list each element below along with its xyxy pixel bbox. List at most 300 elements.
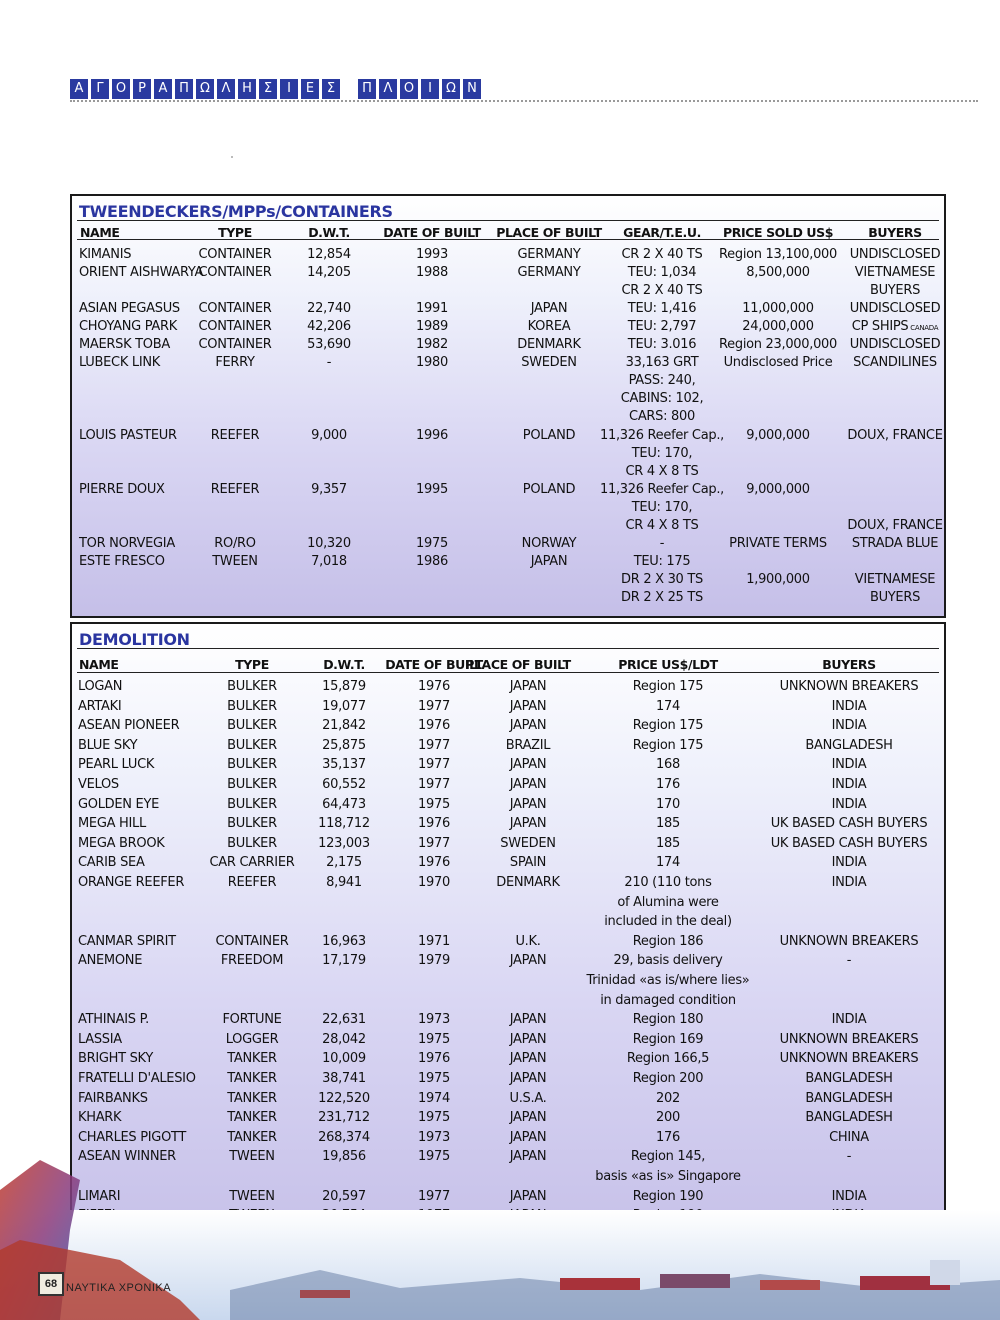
gear-teu: TEU: 170, — [631, 500, 693, 516]
built-year: 1991 — [416, 301, 448, 316]
ship-name: CARIB SEA — [78, 855, 145, 871]
price-ldt: Region 166,5 — [626, 1051, 710, 1067]
buyer: STRADA BLUE — [851, 536, 939, 551]
price-ldt: 202 — [656, 1090, 680, 1106]
ship-dwt: 19,077 — [322, 698, 366, 714]
ship-dwt: 19,856 — [322, 1149, 366, 1165]
ship-dwt: 10,320 — [307, 536, 351, 551]
built-place: JAPAN — [509, 1110, 547, 1126]
gear-teu: CR 4 X 8 TS — [625, 464, 699, 480]
price-ldt: 200 — [656, 1110, 680, 1126]
ship-type: CONTAINER — [198, 247, 272, 262]
ship-type: CAR CARRIER — [209, 855, 295, 871]
ship-type: TWEEN — [229, 1188, 275, 1204]
built-year: 1977 — [418, 757, 450, 773]
ship-name: ASIAN PEGASUS — [79, 301, 180, 316]
ship-name: CANMAR SPIRIT — [78, 933, 176, 949]
ship-name: ATHINAIS P. — [78, 1012, 149, 1028]
buyer: INDIA — [831, 698, 867, 714]
column-header: PLACE OF BUILT — [496, 225, 602, 240]
column-header: DATE OF BUILT — [385, 657, 483, 672]
column-header: NAME — [80, 225, 120, 240]
column-header: PLACE OF BUILT — [465, 657, 571, 672]
built-year: 1977 — [418, 777, 450, 792]
buyer: INDIA — [831, 796, 867, 812]
ship-dwt: 21,842 — [322, 718, 366, 734]
gear-teu: 11,326 Reefer Cap., — [600, 482, 724, 497]
ship-type: TANKER — [227, 1110, 277, 1126]
ship-name: ESTE FRESCO — [79, 554, 165, 569]
built-place: JAPAN — [509, 718, 547, 734]
ship-type: LOGGER — [225, 1031, 279, 1047]
buyer: BANGLADESH — [805, 1071, 893, 1086]
built-year: 1979 — [418, 953, 450, 969]
built-place: JAPAN — [530, 301, 568, 316]
gear-teu: TEU: 1,034 — [627, 265, 697, 280]
ship-name: MEGA BROOK — [78, 835, 165, 851]
buyer: UNDISCLOSED — [849, 301, 941, 316]
price-sold: Undisclosed Price — [723, 355, 833, 370]
price-ldt: 176 — [656, 777, 680, 792]
tweendeckers-title: TWEENDECKERS/MPPs/CONTAINERS — [79, 202, 393, 221]
gear-teu: TEU: 2,797 — [627, 319, 697, 334]
buyer: UNKNOWN BREAKERS — [779, 1051, 919, 1067]
ship-type: BULKER — [227, 698, 277, 714]
buyer: VIETNAMESE — [854, 265, 936, 280]
column-header: GEAR/T.E.U. — [623, 225, 701, 240]
buyer: VIETNAMESE — [854, 572, 936, 588]
page-number: 68 — [38, 1272, 64, 1296]
built-place: POLAND — [522, 482, 576, 497]
ship-type: TANKER — [227, 1071, 277, 1086]
column-header: TYPE — [218, 225, 252, 240]
price-sold: Region 13,100,000 — [719, 247, 837, 262]
built-place: SWEDEN — [500, 835, 556, 851]
ship-name: PEARL LUCK — [78, 757, 155, 773]
gear-teu: CR 4 X 8 TS — [625, 518, 699, 534]
built-place: BRAZIL — [505, 737, 551, 753]
ship-type: FERRY — [215, 355, 255, 370]
ship-type: BULKER — [227, 777, 277, 792]
ship-type: FORTUNE — [222, 1012, 282, 1028]
ship-dwt: 60,552 — [322, 777, 366, 792]
price-sold: 11,000,000 — [742, 301, 814, 316]
built-year: 1973 — [418, 1012, 450, 1028]
price-ldt: Region 175 — [632, 679, 704, 694]
buyer: CHINA — [829, 1129, 869, 1145]
ship-dwt: 122,520 — [318, 1090, 370, 1106]
buyer: UNKNOWN BREAKERS — [779, 933, 919, 949]
ship-type: CONTAINER — [215, 933, 289, 949]
ship-dwt: 22,740 — [307, 301, 351, 316]
built-year: 1971 — [418, 933, 450, 949]
built-place: SWEDEN — [521, 355, 577, 370]
ship-dwt: 35,137 — [322, 757, 366, 773]
ship-name: CHARLES PIGOTT — [78, 1129, 187, 1145]
buyer: INDIA — [831, 875, 867, 890]
price-ldt: 174 — [656, 698, 680, 714]
buyer: INDIA — [831, 718, 867, 734]
column-header: D.W.T. — [323, 657, 365, 672]
price-ldt: basis «as is» Singapore — [595, 1169, 741, 1184]
buyer: UNKNOWN BREAKERS — [779, 1031, 919, 1047]
ship-name: LASSIA — [78, 1031, 122, 1047]
built-place: JAPAN — [509, 757, 547, 773]
ship-dwt: 14,205 — [307, 265, 351, 280]
price-ldt: 170 — [656, 796, 680, 812]
column-header: BUYERS — [822, 657, 876, 672]
price-ldt: 176 — [656, 1129, 680, 1145]
column-header: TYPE — [235, 657, 269, 672]
tweendeckers-panel — [70, 194, 946, 618]
header-letter: Λ — [217, 79, 235, 99]
buyer: - — [846, 953, 852, 969]
ship-type: CONTAINER — [198, 301, 272, 316]
header-letter: Ω — [196, 79, 214, 99]
demolition-title: DEMOLITION — [79, 630, 190, 649]
price-ldt: Region 190 — [632, 1188, 704, 1204]
price-ldt: 168 — [656, 757, 680, 773]
built-year: 1980 — [416, 355, 448, 370]
header-letter: Α — [70, 79, 88, 99]
header-letter: Π — [358, 79, 376, 99]
ship-name: MEGA HILL — [78, 816, 146, 832]
header-letter: Ο — [112, 79, 130, 99]
built-place: U.K. — [515, 933, 541, 949]
column-header: BUYERS — [868, 225, 922, 240]
gear-teu: CABINS: 102, — [620, 391, 704, 407]
ship-dwt: 12,854 — [307, 247, 351, 262]
ship-name: LUBECK LINK — [79, 355, 161, 370]
gear-teu: CR 2 X 40 TS — [621, 247, 703, 262]
ship-type: TWEEN — [229, 1149, 275, 1165]
ship-name: BRIGHT SKY — [78, 1051, 153, 1067]
buyer: UNDISCLOSED — [849, 337, 941, 352]
ship-type: TANKER — [227, 1090, 277, 1106]
built-place: JAPAN — [509, 953, 547, 969]
ship-name: CHOYANG PARK — [79, 319, 177, 334]
ship-name: VELOS — [78, 777, 119, 792]
built-place: JAPAN — [509, 796, 547, 812]
ship-name: ORIENT AISHWARYA — [79, 265, 204, 280]
built-place: JAPAN — [509, 679, 547, 694]
price-ldt: Region 180 — [632, 1012, 704, 1028]
built-year: 1995 — [416, 482, 448, 497]
price-ldt: Trinidad «as is/where lies» — [586, 973, 750, 988]
gear-teu: CARS: 800 — [629, 409, 695, 425]
built-year: 1977 — [418, 698, 450, 714]
header-divider — [77, 672, 939, 673]
price-ldt: Region 200 — [632, 1071, 704, 1086]
ship-type: TWEEN — [212, 554, 258, 569]
built-year: 1976 — [418, 718, 450, 734]
ship-name: PIERRE DOUX — [79, 482, 165, 497]
built-year: 1975 — [418, 796, 450, 812]
price-sold: Region 23,000,000 — [719, 337, 837, 352]
magazine-name: ΝΑΥΤΙΚΑ ΧΡΟΝΙΚΑ — [66, 1282, 172, 1294]
header-letter: Λ — [379, 79, 397, 99]
price-sold: 24,000,000 — [742, 319, 814, 334]
ship-dwt: 53,690 — [307, 337, 351, 352]
price-ldt: included in the deal) — [604, 914, 732, 930]
ship-dwt: 20,597 — [322, 1188, 366, 1204]
header-letter: Ρ — [133, 79, 151, 99]
ship-type: BULKER — [227, 737, 277, 753]
buyer: INDIA — [831, 855, 867, 871]
built-year: 1988 — [416, 265, 448, 280]
price-ldt: 29, basis delivery — [613, 953, 723, 969]
ship-dwt: 22,631 — [322, 1012, 366, 1028]
title-divider — [77, 220, 939, 221]
ship-dwt: 123,003 — [318, 835, 370, 851]
built-year: 1974 — [418, 1090, 450, 1106]
ship-name: LIMARI — [78, 1188, 121, 1204]
buyer: BUYERS — [869, 283, 921, 299]
gear-teu: - — [659, 536, 665, 551]
ship-name: ANEMONE — [78, 953, 143, 969]
price-sold: PRIVATE TERMS — [729, 536, 827, 551]
buyer: UNKNOWN BREAKERS — [779, 679, 919, 694]
built-place: GERMANY — [517, 247, 581, 262]
built-place: JAPAN — [509, 1012, 547, 1028]
buyer: BUYERS — [869, 590, 921, 606]
ship-dwt: 118,712 — [318, 816, 370, 832]
ship-type: BULKER — [227, 796, 277, 812]
built-place: JAPAN — [509, 1071, 547, 1086]
ship-type: BULKER — [227, 816, 277, 832]
built-year: 1982 — [416, 337, 448, 352]
ship-name: KIMANIS — [79, 247, 132, 262]
buyer: INDIA — [831, 757, 867, 773]
ship-type: REEFER — [227, 875, 277, 890]
header-letter: Ε — [301, 79, 319, 99]
built-place: JAPAN — [509, 698, 547, 714]
gear-teu: 33,163 GRT — [625, 355, 699, 370]
ship-dwt: 15,879 — [322, 679, 366, 694]
price-ldt: of Alumina were — [617, 894, 719, 910]
ship-type: BULKER — [227, 718, 277, 734]
built-place: NORWAY — [521, 536, 577, 551]
ship-dwt: - — [326, 355, 332, 370]
column-header: DATE OF BUILT — [383, 225, 481, 240]
built-year: 1975 — [418, 1071, 450, 1086]
ship-name: ORANGE REEFER — [78, 875, 185, 890]
gear-teu: DR 2 X 30 TS — [621, 572, 703, 588]
header-letter: Σ — [322, 79, 340, 99]
header-letter: Ν — [463, 79, 481, 99]
built-place: POLAND — [522, 428, 576, 443]
built-year: 1973 — [418, 1129, 450, 1145]
ship-type: FREEDOM — [220, 953, 284, 969]
harbor-illustration — [0, 1150, 1000, 1320]
built-year: 1986 — [416, 554, 448, 569]
header-gap — [343, 79, 355, 99]
buyer: UK BASED CASH BUYERS — [770, 816, 928, 832]
header-letter: Γ — [91, 79, 109, 99]
built-place: JAPAN — [509, 1188, 547, 1204]
built-place: GERMANY — [517, 265, 581, 280]
ship-type: REEFER — [210, 428, 260, 443]
price-ldt: 174 — [656, 855, 680, 871]
column-header: NAME — [79, 657, 119, 672]
buyer: BANGLADESH — [805, 1090, 893, 1106]
ship-name: ARTAKI — [78, 698, 122, 714]
column-header: D.W.T. — [308, 225, 350, 240]
gear-teu: TEU: 175 — [633, 554, 691, 569]
gear-teu: TEU: 170, — [631, 446, 693, 462]
gear-teu: CR 2 X 40 TS — [621, 283, 703, 299]
buyer-country: CANADA — [908, 324, 939, 332]
ship-name: ASEAN PIONEER — [78, 718, 180, 734]
price-ldt: Region 175 — [632, 718, 704, 734]
built-place: U.S.A. — [509, 1090, 547, 1106]
built-place: SPAIN — [509, 855, 547, 871]
ship-type: BULKER — [227, 757, 277, 773]
price-ldt: Region 169 — [632, 1031, 704, 1047]
header-letter: Ο — [400, 79, 418, 99]
ship-type: CONTAINER — [198, 319, 272, 334]
price-ldt: Region 145, — [630, 1149, 706, 1165]
price-sold: 1,900,000 — [746, 572, 810, 588]
ship-dwt: 28,042 — [322, 1031, 366, 1047]
ship-type: CONTAINER — [198, 265, 272, 280]
built-year: 1970 — [418, 875, 450, 890]
header-letter: Σ — [259, 79, 277, 99]
gear-teu: TEU: 3.016 — [627, 337, 697, 352]
built-place: DENMARK — [517, 337, 581, 352]
ship-dwt: 7,018 — [311, 554, 347, 569]
section-header — [70, 79, 481, 99]
ship-name: LOUIS PASTEUR — [79, 428, 177, 443]
gear-teu: DR 2 X 25 TS — [621, 590, 703, 606]
ship-type: TANKER — [227, 1051, 277, 1067]
header-letter: Ι — [421, 79, 439, 99]
built-year: 1975 — [418, 1031, 450, 1047]
price-sold: 9,000,000 — [746, 482, 810, 497]
built-year: 1976 — [418, 855, 450, 871]
ship-dwt: 25,875 — [322, 737, 366, 753]
buyer: UK BASED CASH BUYERS — [770, 835, 928, 851]
column-header: PRICE US$/LDT — [618, 657, 718, 672]
ship-type: BULKER — [227, 679, 277, 694]
built-year: 1976 — [418, 1051, 450, 1067]
ship-name: FRATELLI D'ALESIO — [78, 1071, 196, 1086]
buyer: - — [846, 1149, 852, 1165]
harbor-image — [0, 1150, 1000, 1320]
ship-dwt: 16,963 — [322, 933, 366, 949]
price-sold: 9,000,000 — [746, 428, 810, 443]
gear-teu: 11,326 Reefer Cap., — [600, 428, 724, 443]
built-place: JAPAN — [509, 777, 547, 792]
header-letter: Η — [238, 79, 256, 99]
ship-name: LOGAN — [78, 679, 123, 694]
header-letter: Α — [154, 79, 172, 99]
price-ldt: Region 186 — [632, 933, 704, 949]
header-letter: Ω — [442, 79, 460, 99]
ship-name: TOR NORVEGIA — [79, 536, 175, 551]
price-ldt: 185 — [656, 816, 680, 832]
built-year: 1993 — [416, 247, 448, 262]
built-place: JAPAN — [509, 1031, 547, 1047]
built-place: JAPAN — [509, 816, 547, 832]
ship-name: BLUE SKY — [78, 737, 138, 753]
built-year: 1976 — [418, 816, 450, 832]
ship-name: KHARK — [78, 1110, 122, 1126]
ship-dwt: 64,473 — [322, 796, 366, 812]
ship-dwt: 8,941 — [326, 875, 362, 890]
built-place: JAPAN — [509, 1051, 547, 1067]
buyer: UNDISCLOSED — [849, 247, 941, 262]
buyer: DOUX, FRANCE — [847, 518, 943, 534]
built-year: 1976 — [418, 679, 450, 694]
ship-name: FAIRBANKS — [78, 1090, 148, 1106]
price-sold: 8,500,000 — [746, 265, 810, 280]
header-letter: Π — [175, 79, 193, 99]
ship-dwt: 268,374 — [318, 1129, 370, 1145]
built-place: KOREA — [527, 319, 571, 334]
gear-teu: PASS: 240, — [628, 373, 696, 389]
header-letter: Ι — [280, 79, 298, 99]
built-year: 1975 — [416, 536, 448, 551]
buyer: DOUX, FRANCE — [847, 428, 943, 443]
buyer: INDIA — [831, 777, 867, 792]
buyer: BANGLADESH — [805, 737, 893, 753]
ship-dwt: 2,175 — [326, 855, 362, 871]
ship-name: ASEAN WINNER — [78, 1149, 176, 1165]
built-year: 1996 — [416, 428, 448, 443]
built-year: 1977 — [418, 737, 450, 753]
ship-dwt: 9,000 — [311, 428, 347, 443]
price-ldt: Region 175 — [632, 737, 704, 753]
ship-dwt: 42,206 — [307, 319, 351, 334]
ship-type: REEFER — [210, 482, 260, 497]
price-ldt: in damaged condition — [600, 992, 736, 1008]
ship-type: CONTAINER — [198, 337, 272, 352]
ship-name: GOLDEN EYE — [78, 796, 159, 812]
built-place: JAPAN — [530, 554, 568, 569]
ship-type: BULKER — [227, 835, 277, 851]
column-header: PRICE SOLD US$ — [722, 225, 834, 240]
buyer: INDIA — [831, 1012, 867, 1028]
price-ldt: 185 — [656, 835, 680, 851]
gear-teu: TEU: 1,416 — [627, 301, 697, 316]
built-year: 1989 — [416, 319, 448, 334]
built-year: 1975 — [418, 1110, 450, 1126]
built-year: 1977 — [418, 1188, 450, 1204]
ship-name: MAERSK TOBA — [79, 337, 170, 352]
buyer: SCANDILINES — [853, 355, 937, 370]
ship-type: TANKER — [227, 1129, 277, 1145]
ship-dwt: 9,357 — [311, 482, 347, 497]
speck — [231, 156, 233, 158]
ship-type: RO/RO — [214, 536, 256, 551]
title-divider — [77, 648, 939, 649]
buyer: BANGLADESH — [805, 1110, 893, 1126]
price-ldt: 210 (110 tons — [624, 875, 712, 890]
buyer: INDIA — [831, 1188, 867, 1204]
built-year: 1977 — [418, 835, 450, 851]
built-place: JAPAN — [509, 1149, 547, 1165]
header-divider — [70, 100, 978, 102]
ship-dwt: 38,741 — [322, 1071, 366, 1086]
ship-dwt: 231,712 — [318, 1110, 370, 1126]
buyer: CP SHIPS CANADA — [851, 319, 939, 334]
ship-dwt: 17,179 — [322, 953, 366, 969]
ship-dwt: 10,009 — [322, 1051, 366, 1067]
built-year: 1975 — [418, 1149, 450, 1165]
built-place: JAPAN — [509, 1129, 547, 1145]
built-place: DENMARK — [496, 875, 560, 890]
